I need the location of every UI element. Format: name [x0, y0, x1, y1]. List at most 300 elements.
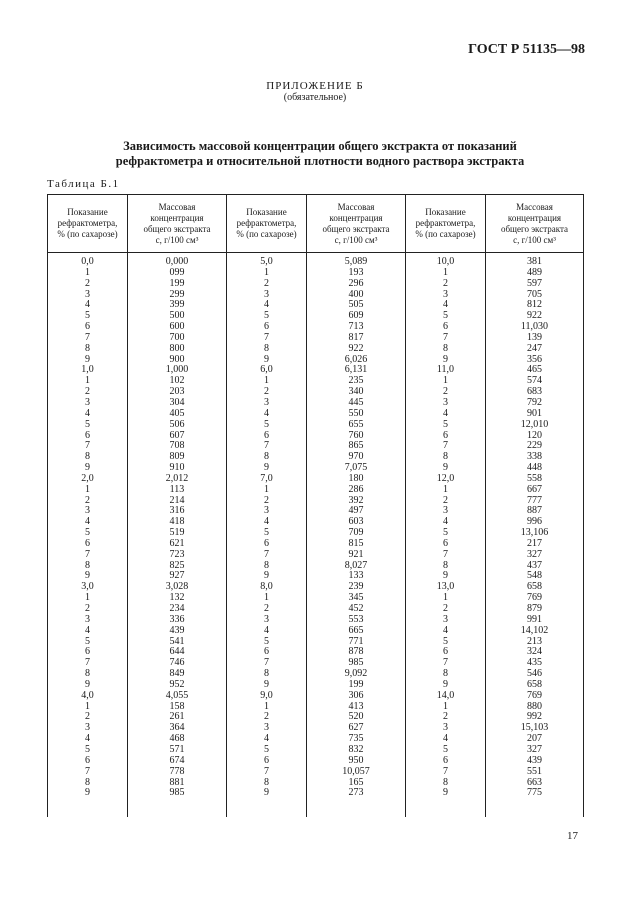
table-cell: 775 — [527, 787, 542, 799]
table-cell: 778 — [169, 765, 185, 777]
table-cell: 505 — [348, 299, 364, 311]
table-cell: 2,0 — [81, 472, 94, 484]
table-cell: 4 — [264, 407, 269, 419]
table-cell: 746 — [169, 657, 185, 669]
table-cell: 879 — [527, 603, 542, 614]
table-cell: 9 — [85, 353, 90, 365]
table-cell: 815 — [348, 537, 364, 549]
table-cell: 4,055 — [165, 689, 189, 701]
table-cell: 609 — [348, 310, 364, 322]
table-cell: 2 — [85, 277, 90, 289]
table-cell: 1 — [85, 375, 90, 387]
table-cell: 435 — [527, 657, 542, 669]
table-cell: 3 — [85, 613, 90, 625]
table-cell: 705 — [527, 288, 542, 300]
table-cell: 644 — [169, 646, 185, 658]
table-cell: 8,027 — [344, 559, 368, 571]
table-cell: 6,026 — [344, 353, 368, 365]
table-cell: 327 — [527, 548, 542, 560]
table-cell: 10,057 — [342, 765, 370, 777]
table-cell: 658 — [527, 678, 542, 690]
table-cell: 7,075 — [344, 462, 368, 474]
table-cell: 8 — [264, 559, 269, 571]
table-cell: 665 — [348, 624, 364, 636]
table-cell: 9 — [443, 678, 448, 690]
table-cell: 5 — [443, 527, 448, 539]
table-cell: 621 — [169, 537, 185, 549]
table-cell: 4 — [443, 516, 448, 528]
table-cell: 296 — [348, 277, 364, 289]
table-cell: 1,0 — [81, 364, 94, 376]
table-cell: 8 — [264, 342, 269, 354]
table-cell: 8 — [85, 451, 90, 463]
table-cell: 356 — [527, 353, 542, 365]
table-cell: 7 — [85, 657, 90, 669]
table-cell: 5 — [85, 635, 90, 647]
table-cell: 9,0 — [260, 689, 273, 701]
table-cell: 792 — [527, 396, 542, 408]
table-cell: 849 — [169, 668, 185, 680]
table-cell: 5 — [264, 310, 269, 322]
table-cell: 3 — [443, 613, 448, 625]
document-title — [40, 139, 600, 169]
table-cell: 229 — [527, 440, 542, 452]
table-cell: 1 — [264, 483, 269, 495]
table-cell: 2 — [264, 603, 269, 614]
table-cell: 4 — [443, 733, 448, 745]
table-cell: 8 — [443, 451, 448, 463]
table-cell: 6 — [443, 754, 448, 766]
table-cell: 5 — [85, 743, 90, 755]
table-cell: 4 — [85, 516, 90, 528]
table-cell: 709 — [348, 527, 364, 539]
table-cell: 9 — [443, 787, 448, 799]
table-cell: 299 — [169, 288, 185, 300]
table-cell: 8 — [443, 559, 448, 571]
table-cell: 817 — [348, 331, 364, 343]
table-cell: 7 — [443, 657, 448, 669]
table-cell: 5 — [443, 418, 448, 430]
table-cell: 985 — [348, 657, 364, 669]
table-cell: 2,012 — [165, 472, 189, 484]
table-cell: 571 — [169, 743, 185, 755]
header-line: Показание — [67, 207, 108, 217]
table-cell: 439 — [527, 754, 542, 766]
table-cell: 11,030 — [520, 321, 549, 333]
column-header-reading — [227, 195, 307, 253]
table-cell: 6 — [85, 429, 90, 441]
table-cell: 506 — [169, 418, 185, 430]
header-line: общего экстракта — [500, 223, 569, 234]
table-cell: 809 — [169, 451, 185, 463]
table-cell: 5 — [443, 635, 448, 647]
table-cell: 2 — [264, 711, 269, 723]
table-cell: 922 — [348, 342, 364, 354]
table-cell: 418 — [169, 516, 185, 528]
table-cell: 500 — [169, 310, 185, 322]
table-cell: 327 — [527, 743, 542, 755]
table-cell: 1 — [85, 266, 90, 278]
table-cell: 663 — [527, 776, 542, 788]
table-cell: 203 — [169, 386, 185, 398]
table-cell: 399 — [169, 299, 185, 311]
table-cell: 551 — [527, 765, 542, 777]
table-cell: 3 — [443, 396, 448, 408]
table-cell: 3 — [264, 288, 269, 300]
table-cell: 336 — [169, 613, 185, 625]
table-cell: 11,0 — [436, 364, 455, 376]
table-cell: 7 — [264, 331, 269, 343]
table-cell: 4 — [443, 299, 448, 311]
table-cell: 5 — [85, 418, 90, 430]
table-cell: 771 — [348, 635, 364, 647]
table-cell: 316 — [169, 505, 185, 517]
table-cell: 9 — [443, 353, 448, 365]
table-cell: 413 — [348, 700, 364, 712]
table-cell: 7 — [443, 440, 448, 452]
table-cell: 4 — [85, 733, 90, 745]
table-cell: 683 — [527, 386, 542, 398]
table-cell: 865 — [348, 440, 364, 452]
table-cell: 1 — [443, 592, 448, 604]
header-line: % (по сахарозе) — [236, 229, 297, 239]
header-line: % (по сахарозе) — [57, 229, 118, 239]
table-cell: 6 — [443, 537, 448, 549]
table-cell: 1 — [85, 700, 90, 712]
table-cell: 6 — [85, 321, 90, 333]
table-cell: 2 — [85, 386, 90, 398]
table-cell: 6 — [264, 321, 269, 333]
table-cell: 2 — [443, 386, 448, 398]
table-cell: 8 — [443, 342, 448, 354]
table-cell: 548 — [527, 570, 542, 582]
header-line: общего экстракта — [143, 223, 211, 234]
table-cell: 519 — [169, 527, 185, 539]
table-cell: 5 — [443, 743, 448, 755]
table-cell: 713 — [348, 321, 364, 333]
table-cell: 8 — [85, 559, 90, 571]
readings-column — [227, 253, 307, 818]
header-line: Показание — [425, 207, 466, 217]
table-cell: 760 — [348, 429, 364, 441]
table-cell: 7,0 — [260, 472, 273, 484]
table-cell: 8 — [85, 668, 90, 680]
table-cell: 9 — [264, 787, 269, 799]
table-cell: 5 — [264, 527, 269, 539]
document-title-line: рефрактометра и относительной плотности водного раствора экстракта — [115, 154, 525, 168]
table-cell: 099 — [169, 266, 185, 278]
table-cell: 1 — [443, 483, 448, 495]
table-header-row — [48, 195, 584, 253]
table-cell: 102 — [169, 375, 185, 387]
table-cell: 970 — [348, 451, 364, 463]
table-cell: 9 — [85, 678, 90, 690]
table-cell: 985 — [169, 787, 185, 799]
table-cell: 2 — [264, 494, 269, 506]
table-cell: 1 — [264, 375, 269, 387]
table-cell: 234 — [169, 603, 185, 614]
table-cell: 800 — [169, 342, 185, 354]
table-body-row — [48, 253, 584, 818]
table-cell: 910 — [169, 462, 185, 474]
values-column — [128, 253, 227, 818]
header-line: Показание — [246, 207, 287, 217]
header-line: общего экстракта — [322, 223, 390, 234]
column-header-reading — [48, 195, 128, 253]
column-header-concentration — [128, 195, 227, 253]
table-cell: 199 — [348, 678, 364, 690]
table-cell: 1 — [443, 700, 448, 712]
table-cell: 6 — [443, 321, 448, 333]
table-cell: 900 — [169, 353, 185, 365]
table-cell: 901 — [527, 407, 542, 419]
table-cell: 7 — [85, 331, 90, 343]
table-cell: 6 — [443, 429, 448, 441]
table-cell: 1 — [264, 266, 269, 278]
table-cell: 881 — [169, 776, 185, 788]
header-line: концентрация — [150, 212, 204, 223]
table-cell: 6 — [264, 537, 269, 549]
table-cell: 4 — [443, 624, 448, 636]
readings-column — [406, 253, 486, 818]
table-cell: 286 — [348, 483, 364, 495]
table-cell: 14,102 — [520, 624, 549, 636]
table-cell: 405 — [169, 407, 185, 419]
table-cell: 6 — [85, 754, 90, 766]
table-cell: 465 — [527, 364, 542, 376]
table-cell: 340 — [348, 386, 364, 398]
table-cell: 5 — [443, 310, 448, 322]
table-cell: 9 — [264, 462, 269, 474]
table-cell: 5 — [264, 418, 269, 430]
table-cell: 5 — [264, 635, 269, 647]
table-cell: 139 — [527, 331, 542, 343]
table-cell: 489 — [527, 266, 542, 278]
table-cell: 674 — [169, 754, 185, 766]
table-cell: 952 — [169, 678, 185, 690]
table-cell: 3 — [85, 396, 90, 408]
table-cell: 6 — [443, 646, 448, 658]
table-cell: 1 — [264, 592, 269, 604]
values-column — [486, 253, 584, 818]
table-cell: 338 — [527, 451, 542, 463]
table-cell: 832 — [348, 743, 364, 755]
table-cell: 345 — [348, 592, 364, 604]
table-cell: 497 — [348, 505, 364, 517]
table-cell: 9,092 — [344, 668, 368, 680]
table-cell: 777 — [527, 494, 542, 506]
table-cell: 769 — [527, 689, 542, 701]
table-cell: 3 — [85, 288, 90, 300]
table-cell: 9 — [264, 570, 269, 582]
table-cell: 214 — [169, 494, 185, 506]
table-cell: 207 — [527, 733, 542, 745]
table-cell: 2 — [443, 603, 448, 614]
appendix-title: ПРИЛОЖЕНИЕ Б — [266, 80, 364, 92]
table-cell: 7 — [264, 440, 269, 452]
standard-number: ГОСТ Р 51135—98 — [468, 42, 585, 57]
table-cell: 3 — [264, 722, 269, 734]
table-cell: 0,0 — [81, 256, 94, 267]
table-cell: 12,0 — [436, 472, 455, 484]
table-cell: 3 — [443, 722, 448, 734]
table-cell: 2 — [85, 603, 90, 614]
table-cell: 10,0 — [436, 256, 455, 267]
table-cell: 950 — [348, 754, 364, 766]
table-cell: 7 — [264, 548, 269, 560]
table-cell: 558 — [527, 472, 542, 484]
table-cell: 9 — [443, 570, 448, 582]
table-cell: 1 — [264, 700, 269, 712]
table-cell: 304 — [169, 396, 185, 408]
table-cell: 7 — [85, 765, 90, 777]
table-cell: 2 — [264, 386, 269, 398]
table-cell: 8,0 — [260, 581, 273, 593]
appendix-subtitle: (обязательное) — [283, 92, 347, 103]
table-cell: 9 — [85, 462, 90, 474]
table-cell: 3 — [264, 396, 269, 408]
table-cell: 3 — [443, 505, 448, 517]
table-cell: 4 — [264, 624, 269, 636]
table-cell: 3 — [85, 722, 90, 734]
table-cell: 9 — [85, 570, 90, 582]
table-cell: 364 — [169, 722, 185, 734]
table-cell: 991 — [527, 613, 542, 625]
table-cell: 158 — [169, 700, 185, 712]
table-cell: 658 — [527, 581, 542, 593]
table-cell: 6 — [85, 537, 90, 549]
table-cell: 6 — [264, 429, 269, 441]
table-cell: 392 — [348, 494, 364, 506]
table-cell: 769 — [527, 592, 542, 604]
column-header-reading — [406, 195, 486, 253]
table-cell: 6 — [264, 646, 269, 658]
table-cell: 6,0 — [260, 364, 273, 376]
table-cell: 7 — [264, 657, 269, 669]
table-cell: 9 — [264, 678, 269, 690]
table-cell: 7 — [443, 765, 448, 777]
table-cell: 6,131 — [344, 364, 368, 376]
table-cell: 261 — [169, 711, 185, 723]
table-cell: 3,028 — [165, 581, 189, 593]
table-cell: 13,106 — [520, 527, 549, 539]
table-cell: 5,089 — [344, 256, 368, 267]
table-cell: 6 — [264, 754, 269, 766]
table-cell: 8 — [443, 668, 448, 680]
table-cell: 541 — [169, 635, 185, 647]
table-cell: 4 — [264, 733, 269, 745]
table-cell: 439 — [169, 624, 185, 636]
table-cell: 723 — [169, 548, 185, 560]
table-cell: 597 — [527, 277, 542, 289]
table-cell: 5 — [264, 743, 269, 755]
table-cell: 448 — [527, 462, 542, 474]
table-cell: 1,000 — [165, 364, 189, 376]
table-cell: 381 — [527, 256, 542, 267]
header-line: c, г/100 см³ — [155, 234, 199, 245]
table-cell: 193 — [348, 266, 364, 278]
page-number: 17 — [567, 830, 578, 842]
table-cell: 1 — [443, 266, 448, 278]
header-line: концентрация — [507, 212, 562, 223]
table-cell: 9 — [264, 353, 269, 365]
table-cell: 927 — [169, 570, 185, 582]
table-cell: 1 — [85, 483, 90, 495]
header-line: c, г/100 см³ — [334, 234, 378, 245]
table-cell: 180 — [348, 472, 364, 484]
table-cell: 2 — [443, 277, 448, 289]
data-table — [47, 194, 584, 817]
table-cell: 3 — [264, 505, 269, 517]
table-cell: 14,0 — [436, 689, 455, 701]
table-cell: 239 — [348, 581, 364, 593]
table-cell: 708 — [169, 440, 185, 452]
table-cell: 132 — [169, 592, 185, 604]
table-cell: 3 — [443, 288, 448, 300]
table-cell: 922 — [527, 310, 542, 322]
header-line: Массовая — [516, 201, 553, 212]
table-cell: 607 — [169, 429, 185, 441]
table-cell: 273 — [348, 787, 364, 799]
table-cell: 880 — [527, 700, 542, 712]
table-cell: 574 — [527, 375, 542, 387]
table-cell: 550 — [348, 407, 364, 419]
table-cell: 520 — [348, 711, 364, 723]
table-cell: 452 — [348, 603, 364, 614]
table-cell: 735 — [348, 733, 364, 745]
table-cell: 0,000 — [165, 256, 189, 267]
table-cell: 8 — [264, 776, 269, 788]
header-line: c, г/100 см³ — [513, 234, 556, 245]
column-header-concentration — [307, 195, 406, 253]
values-column — [307, 253, 406, 818]
table-cell: 825 — [169, 559, 185, 571]
table-cell: 7 — [85, 548, 90, 560]
table-cell: 217 — [527, 537, 542, 549]
header-line: рефрактометра, — [236, 218, 297, 228]
table-cell: 5 — [85, 527, 90, 539]
table-cell: 468 — [169, 733, 185, 745]
table-cell: 5 — [85, 310, 90, 322]
table-cell: 9 — [85, 787, 90, 799]
table-cell: 1 — [443, 375, 448, 387]
table-cell: 992 — [527, 711, 542, 723]
table-cell: 2 — [264, 277, 269, 289]
document-title-line: Зависимость массовой концентрации общего экстракта от показаний — [123, 139, 517, 153]
table-cell: 546 — [527, 668, 542, 680]
table-cell: 4 — [85, 407, 90, 419]
table-cell: 13,0 — [436, 581, 455, 593]
table-cell: 2 — [443, 494, 448, 506]
table-cell: 812 — [527, 299, 542, 311]
table-cell: 8 — [443, 776, 448, 788]
table-cell: 113 — [169, 483, 185, 495]
table-cell: 5,0 — [260, 256, 273, 267]
table-cell: 437 — [527, 559, 542, 571]
table-cell: 4,0 — [81, 689, 94, 701]
table-cell: 400 — [348, 288, 364, 300]
table-cell: 4 — [85, 299, 90, 311]
table-cell: 8 — [85, 776, 90, 788]
table-cell: 306 — [348, 689, 364, 701]
table-cell: 4 — [443, 407, 448, 419]
table-cell: 1 — [85, 592, 90, 604]
table-cell: 8 — [264, 451, 269, 463]
table-cell: 603 — [348, 516, 364, 528]
table-cell: 7 — [264, 765, 269, 777]
header-line: Массовая — [337, 201, 375, 212]
header-line: % (по сахарозе) — [415, 229, 476, 239]
